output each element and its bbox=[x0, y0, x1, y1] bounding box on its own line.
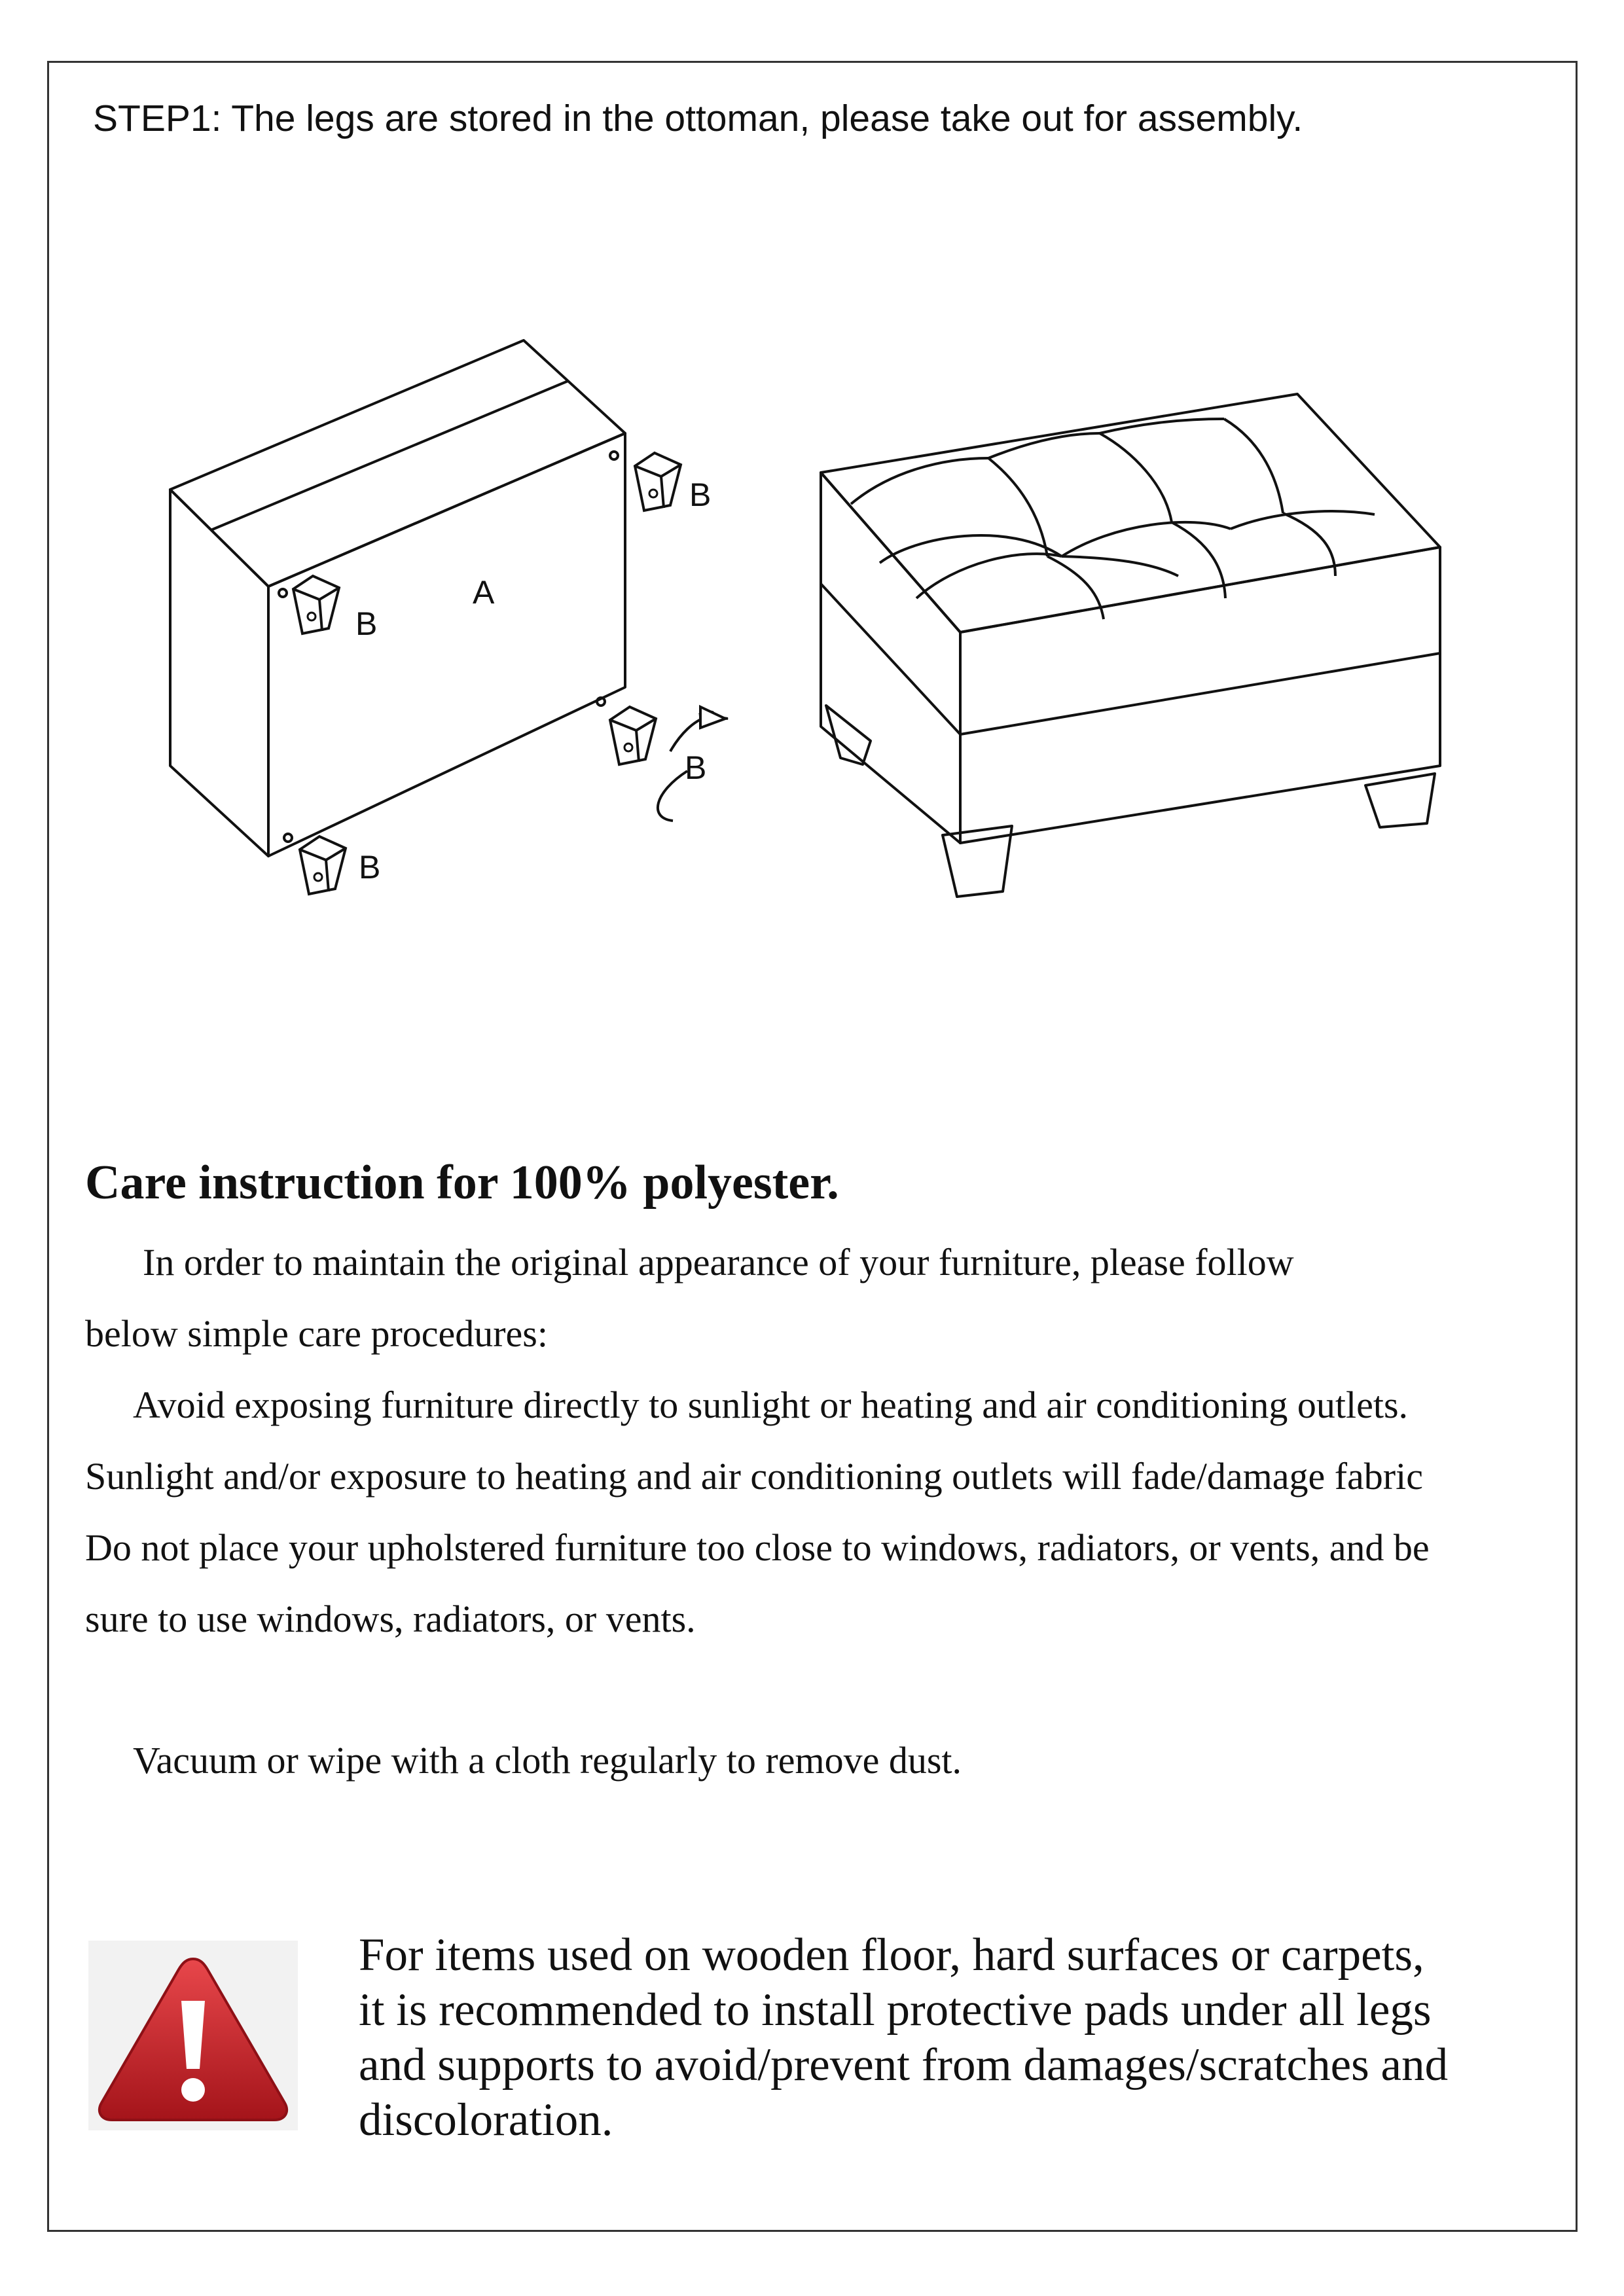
leg-b-bottom bbox=[300, 836, 346, 894]
warning-line-1: For items used on wooden floor, hard surfaces or carpets, bbox=[359, 1929, 1424, 1981]
leg-b-label-right: B bbox=[685, 749, 707, 786]
leg-b-label-bottom: B bbox=[359, 849, 381, 886]
care-line-2: below simple care procedures: bbox=[85, 1312, 548, 1355]
care-line-7: Vacuum or wipe with a cloth regularly to remove dust. bbox=[133, 1739, 962, 1782]
ottoman-box-part-a bbox=[170, 340, 625, 856]
leg-b-label-left: B bbox=[355, 605, 378, 642]
leg-b-right bbox=[610, 707, 656, 764]
care-line-5: Do not place your upholstered furniture too close to windows, radiators, or vents, and be bbox=[85, 1526, 1430, 1569]
warning-triangle-icon bbox=[88, 1941, 298, 2130]
care-line-3: Avoid exposing furniture directly to sunlight or heating and air conditioning outlets. bbox=[133, 1384, 1409, 1426]
part-a-label: A bbox=[473, 574, 495, 611]
assembled-ottoman bbox=[821, 394, 1440, 897]
leg-b-left bbox=[293, 576, 339, 634]
care-title: Care instruction for 100% polyester. bbox=[85, 1156, 839, 1210]
warning-line-3: and supports to avoid/prevent from damages/scratches and bbox=[359, 2039, 1449, 2090]
care-line-1: In order to maintain the original appearance of your furniture, please follow bbox=[143, 1241, 1294, 1283]
warning-line-2: it is recommended to install protective pads under all legs bbox=[359, 1984, 1432, 2036]
care-line-4: Sunlight and/or exposure to heating and air conditioning outlets will fade/damage fabric bbox=[85, 1455, 1423, 1498]
assembly-diagram bbox=[0, 0, 1624, 1047]
leg-b-top-right bbox=[635, 453, 681, 511]
warning-line-4: discoloration. bbox=[359, 2094, 613, 2145]
step1-instruction: STEP1: The legs are stored in the ottoman, please take out for assembly. bbox=[93, 98, 1303, 139]
care-line-6: sure to use windows, radiators, or vents. bbox=[85, 1598, 696, 1640]
warning-text bbox=[359, 1928, 1448, 2147]
arrow-head-icon bbox=[700, 707, 725, 728]
leg-b-label-top-right: B bbox=[689, 476, 712, 513]
